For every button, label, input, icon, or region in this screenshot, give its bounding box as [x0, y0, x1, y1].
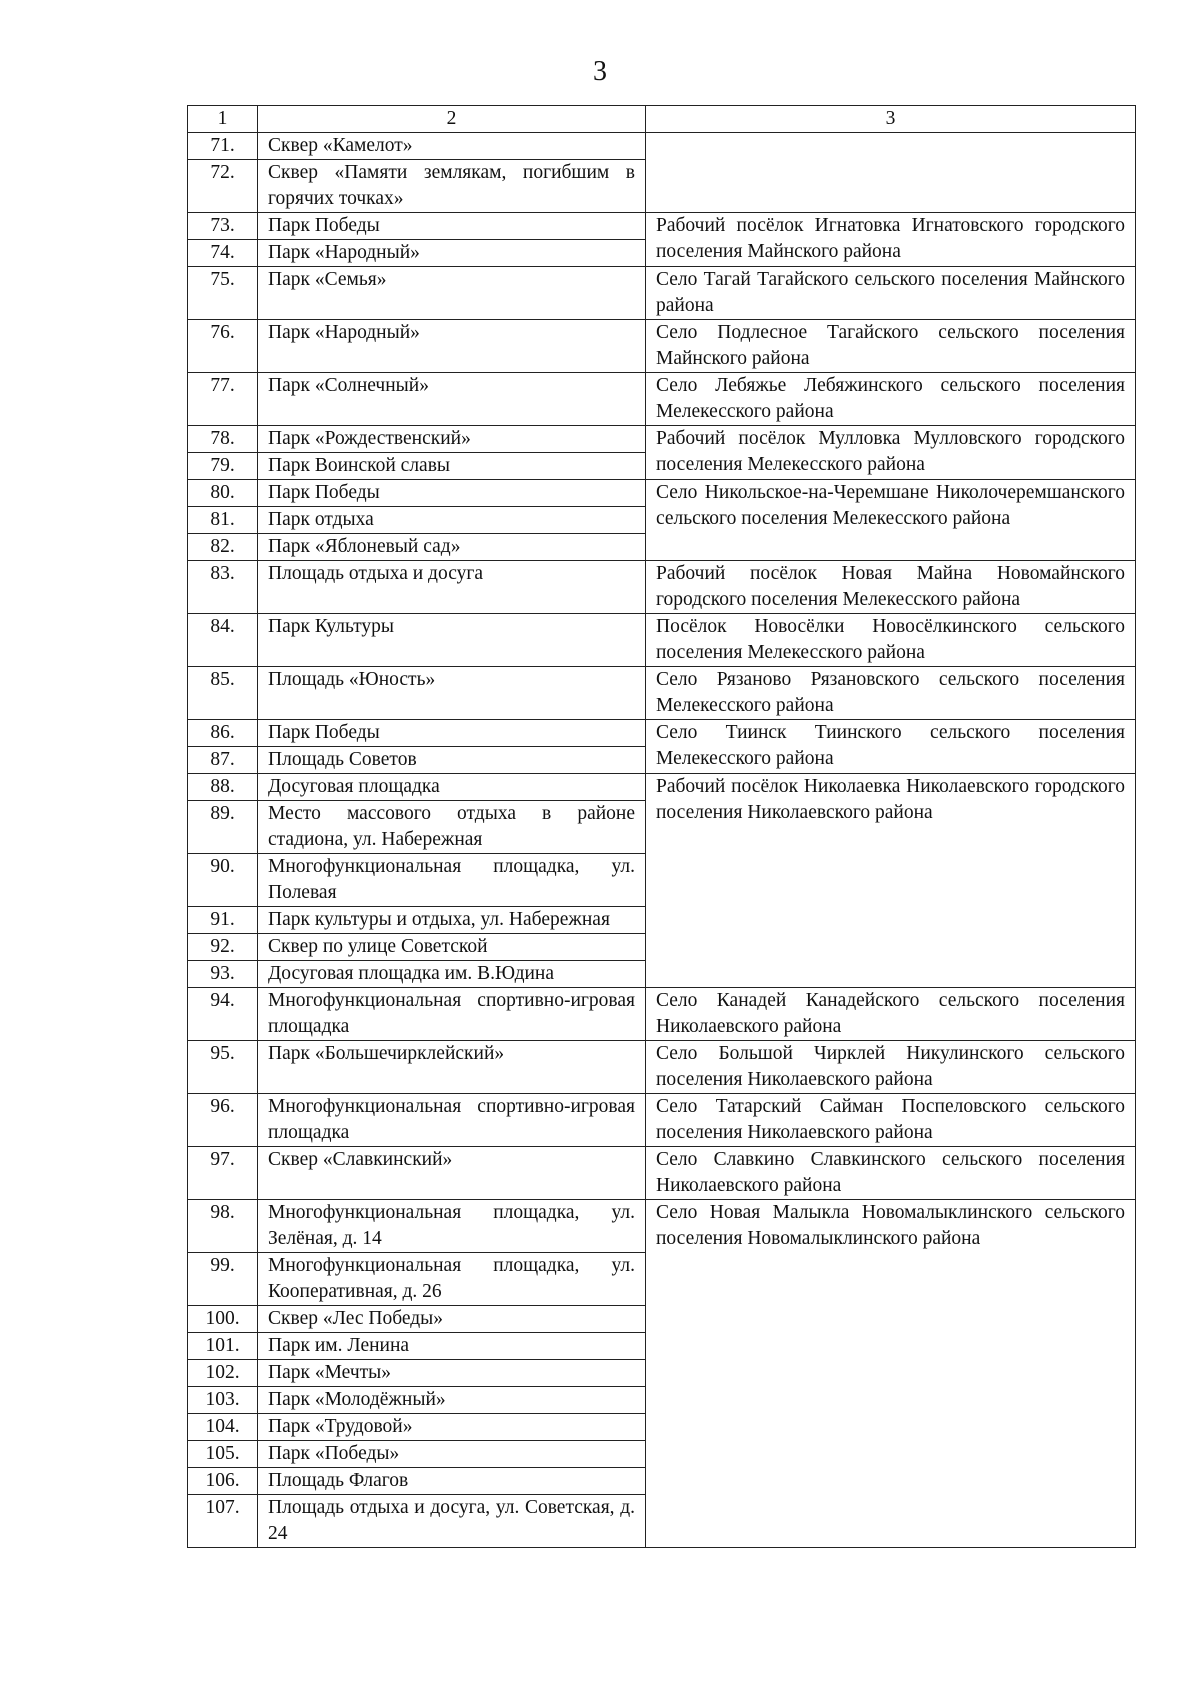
row-number: 100.: [188, 1306, 258, 1333]
site-name: Парк Победы: [258, 480, 646, 507]
row-number: 87.: [188, 747, 258, 774]
row-number: 84.: [188, 614, 258, 667]
row-number: 93.: [188, 961, 258, 988]
row-number: 104.: [188, 1414, 258, 1441]
site-name: Сквер «Лес Победы»: [258, 1306, 646, 1333]
site-name: Досуговая площадка им. В.Юдина: [258, 961, 646, 988]
row-number: 73.: [188, 213, 258, 240]
settlement-location: [646, 133, 1136, 213]
site-name: Многофункциональная площадка, ул. Зелёная, д. 14: [258, 1200, 646, 1253]
table-row: [188, 720, 1136, 747]
settlement-location: Село Никольское-на-Черемшане Николочеремшанского сельского поселения Мелекесского района: [646, 480, 1136, 561]
settlement-location: Село Татарский Сайман Поспеловского сельского поселения Николаевского района: [646, 1094, 1136, 1147]
parks-table: [187, 105, 1136, 1548]
row-number: 77.: [188, 373, 258, 426]
site-name: Парк Победы: [258, 720, 646, 747]
row-number: 99.: [188, 1253, 258, 1306]
row-number: 72.: [188, 160, 258, 213]
site-name: Парк культуры и отдыха, ул. Набережная: [258, 907, 646, 934]
settlement-location: Посёлок Новосёлки Новосёлкинского сельского поселения Мелекесского района: [646, 614, 1136, 667]
column-header-location: 3: [646, 106, 1136, 133]
site-name: Парк отдыха: [258, 507, 646, 534]
table-row: [188, 561, 1136, 614]
site-name: Парк Победы: [258, 213, 646, 240]
settlement-location: Село Канадей Канадейского сельского поселения Николаевского района: [646, 988, 1136, 1041]
row-number: 95.: [188, 1041, 258, 1094]
row-number: 75.: [188, 267, 258, 320]
table-row: [188, 133, 1136, 160]
site-name: Парк Культуры: [258, 614, 646, 667]
settlement-location: Село Славкино Славкинского сельского поселения Николаевского района: [646, 1147, 1136, 1200]
row-number: 92.: [188, 934, 258, 961]
site-name: Сквер «Памяти землякам, погибшим в горячих точках»: [258, 160, 646, 213]
site-name: Парк им. Ленина: [258, 1333, 646, 1360]
site-name: Многофункциональная спортивно-игровая площадка: [258, 988, 646, 1041]
settlement-location: Село Рязаново Рязановского сельского поселения Мелекесского района: [646, 667, 1136, 720]
site-name: Площадь отдыха и досуга, ул. Советская, д. 24: [258, 1495, 646, 1548]
table-row: [188, 1041, 1136, 1094]
table-row: [188, 1094, 1136, 1147]
site-name: Место массового отдыха в районе стадиона, ул. Набережная: [258, 801, 646, 854]
table-row: [188, 267, 1136, 320]
table-header-row: [188, 106, 1136, 133]
settlement-location: Рабочий посёлок Мулловка Мулловского городского поселения Мелекесского района: [646, 426, 1136, 480]
settlement-location: Село Лебяжье Лебяжинского сельского поселения Мелекесского района: [646, 373, 1136, 426]
site-name: Парк «Трудовой»: [258, 1414, 646, 1441]
row-number: 98.: [188, 1200, 258, 1253]
site-name: Сквер «Славкинский»: [258, 1147, 646, 1200]
site-name: Многофункциональная площадка, ул. Кооперативная, д. 26: [258, 1253, 646, 1306]
table-row: [188, 614, 1136, 667]
row-number: 97.: [188, 1147, 258, 1200]
site-name: Парк «Народный»: [258, 240, 646, 267]
site-name: Досуговая площадка: [258, 774, 646, 801]
site-name: Парк «Яблоневый сад»: [258, 534, 646, 561]
site-name: Парк Воинской славы: [258, 453, 646, 480]
row-number: 80.: [188, 480, 258, 507]
page-number: 3: [593, 56, 607, 87]
table-row: [188, 667, 1136, 720]
site-name: Площадь «Юность»: [258, 667, 646, 720]
settlement-location: Село Большой Чирклей Никулинского сельского поселения Николаевского района: [646, 1041, 1136, 1094]
row-number: 102.: [188, 1360, 258, 1387]
settlement-location: Село Тиинск Тиинского сельского поселения Мелекесского района: [646, 720, 1136, 774]
table-row: [188, 426, 1136, 453]
column-header-number: 1: [188, 106, 258, 133]
settlement-location: Рабочий посёлок Новая Майна Новомайнского городского поселения Мелекесского района: [646, 561, 1136, 614]
settlement-location: Рабочий посёлок Николаевка Николаевского городского поселения Николаевского района: [646, 774, 1136, 988]
row-number: 78.: [188, 426, 258, 453]
column-header-name: 2: [258, 106, 646, 133]
row-number: 105.: [188, 1441, 258, 1468]
site-name: Сквер по улице Советской: [258, 934, 646, 961]
site-name: Парк «Рождественский»: [258, 426, 646, 453]
site-name: Многофункциональная спортивно-игровая площадка: [258, 1094, 646, 1147]
row-number: 103.: [188, 1387, 258, 1414]
settlement-location: Село Новая Малыкла Новомалыклинского сельского поселения Новомалыклинского района: [646, 1200, 1136, 1548]
site-name: Парк «Молодёжный»: [258, 1387, 646, 1414]
settlement-location: Село Тагай Тагайского сельского поселения Майнского района: [646, 267, 1136, 320]
row-number: 96.: [188, 1094, 258, 1147]
site-name: Парк «Семья»: [258, 267, 646, 320]
row-number: 88.: [188, 774, 258, 801]
row-number: 86.: [188, 720, 258, 747]
row-number: 83.: [188, 561, 258, 614]
settlement-location: Село Подлесное Тагайского сельского поселения Майнского района: [646, 320, 1136, 373]
site-name: Площадь Советов: [258, 747, 646, 774]
site-name: Парк «Большечирклейский»: [258, 1041, 646, 1094]
site-name: Площадь Флагов: [258, 1468, 646, 1495]
site-name: Парк «Мечты»: [258, 1360, 646, 1387]
row-number: 76.: [188, 320, 258, 373]
site-name: Площадь отдыха и досуга: [258, 561, 646, 614]
row-number: 91.: [188, 907, 258, 934]
table-row: [188, 774, 1136, 801]
row-number: 107.: [188, 1495, 258, 1548]
table-row: [188, 480, 1136, 507]
row-number: 71.: [188, 133, 258, 160]
table-row: [188, 373, 1136, 426]
row-number: 74.: [188, 240, 258, 267]
table-row: [188, 213, 1136, 240]
table-row: [188, 988, 1136, 1041]
row-number: 101.: [188, 1333, 258, 1360]
settlement-location: Рабочий посёлок Игнатовка Игнатовского городского поселения Майнского района: [646, 213, 1136, 267]
site-name: Парк «Солнечный»: [258, 373, 646, 426]
row-number: 106.: [188, 1468, 258, 1495]
row-number: 82.: [188, 534, 258, 561]
table-row: [188, 320, 1136, 373]
table-row: [188, 1200, 1136, 1253]
site-name: Парк «Народный»: [258, 320, 646, 373]
row-number: 81.: [188, 507, 258, 534]
row-number: 89.: [188, 801, 258, 854]
row-number: 90.: [188, 854, 258, 907]
row-number: 85.: [188, 667, 258, 720]
site-name: Сквер «Камелот»: [258, 133, 646, 160]
row-number: 94.: [188, 988, 258, 1041]
table-row: [188, 1147, 1136, 1200]
site-name: Многофункциональная площадка, ул. Полевая: [258, 854, 646, 907]
site-name: Парк «Победы»: [258, 1441, 646, 1468]
row-number: 79.: [188, 453, 258, 480]
